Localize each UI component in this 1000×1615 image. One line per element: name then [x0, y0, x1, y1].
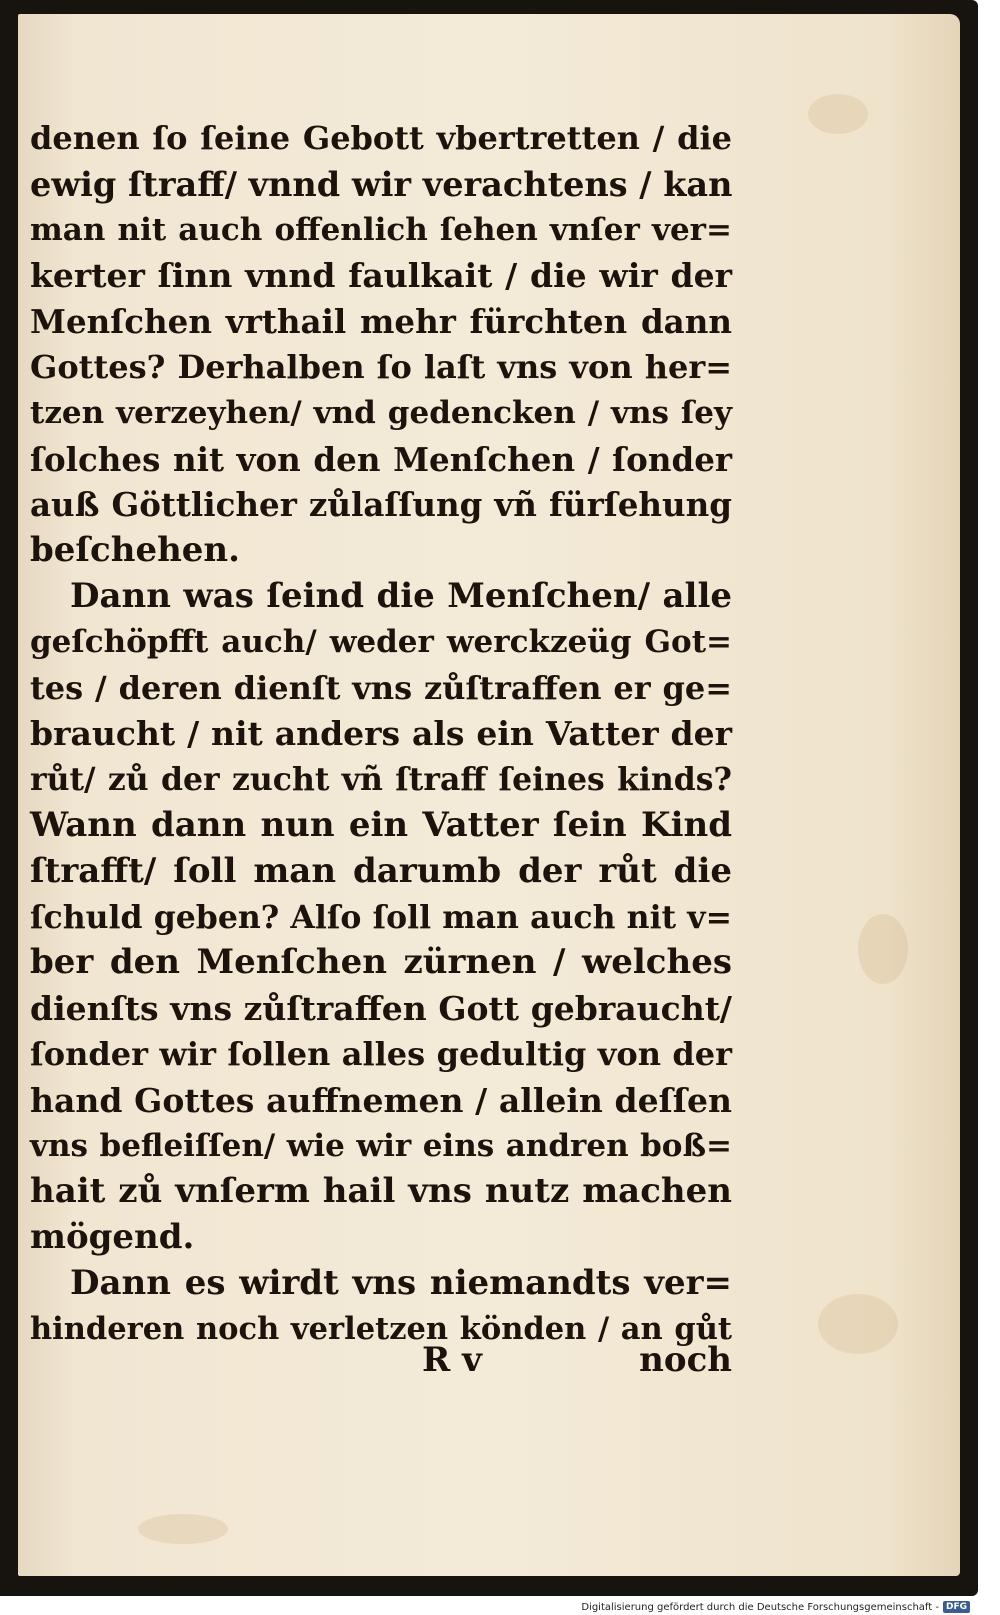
text-line: geſchöpfft auch/ weder werckzeüg Got=	[30, 623, 732, 660]
text-line: Wann dann nun ein Vatter ſein Kind	[30, 804, 732, 845]
body-text	[30, 116, 732, 1353]
text-line: Dann was ſeind die Menſchen/ alle	[70, 575, 732, 616]
text-line: hand Gottes auffnemen / allein deſſen	[30, 1080, 732, 1120]
foxing-spot	[858, 914, 908, 984]
text-line: ſonder wir ſollen alles gedultig von der	[30, 1034, 732, 1073]
dfg-logo-icon: DFG	[943, 1601, 970, 1613]
text-line: auß Göttlicher zůlaſſung vñ fürſehung	[30, 485, 732, 525]
text-line: kerter ſinn vnnd faulkait / die wir der	[30, 256, 732, 296]
text-line: ewig ſtraff/ vnnd wir verachtens / kan	[30, 164, 733, 204]
text-line: ſtrafft/ ſoll man darumb der růt die	[30, 850, 732, 891]
text-line: braucht / nit anders als ein Vatter der	[30, 714, 732, 754]
text-line: vns befleiſſen/ wie wir eins andren boß=	[30, 1127, 732, 1164]
text-line: hait zů vnſerm hail vns nutz machen	[30, 1171, 732, 1212]
text-line: man nit auch offenlich ſehen vnſer ver=	[30, 211, 732, 248]
text-line: beſchehen.	[30, 530, 240, 571]
text-line: Dann es wirdt vns niemandts ver=	[70, 1262, 732, 1303]
text-line: denen ſo ſeine Gebott vbertretten / die	[30, 119, 732, 157]
text-line: ber den Menſchen zürnen / welches	[30, 942, 732, 983]
credit-text: Digitalisierung gefördert durch die Deutsche Forschungsgemeinschaft -	[581, 1601, 939, 1613]
text-line: ſchuld geben? Alſo ſoll man auch nit v=	[30, 898, 732, 936]
book-page	[18, 14, 960, 1576]
foxing-spot	[808, 94, 868, 134]
catchword: noch	[639, 1340, 732, 1380]
text-line: mögend.	[30, 1217, 195, 1258]
digitization-credit	[581, 1601, 970, 1613]
text-line: dienſts vns zůſtraffen Gott gebraucht/	[30, 989, 732, 1029]
text-line: ſolches nit von den Menſchen / ſonder	[30, 439, 732, 479]
page-footer-line	[30, 1337, 732, 1383]
text-line: růt/ zů der zucht vñ ſtraff ſeines kinds?	[30, 761, 732, 799]
text-line: Gottes? Derhalben ſo laſt vns von her=	[30, 347, 732, 386]
text-line: Menſchen vrthail mehr fürchten dann	[30, 302, 732, 342]
text-line: tzen verzeyhen/ vnd gedencken / vns ſey	[30, 394, 732, 431]
foxing-spot	[818, 1294, 898, 1354]
text-line: tes / deren dienſt vns zůſtraffen er ge=	[30, 668, 732, 707]
signature-mark: R v	[422, 1340, 482, 1380]
text-line: hinderen noch verletzen könden / an gůt	[30, 1310, 732, 1347]
foxing-spot	[138, 1514, 228, 1544]
